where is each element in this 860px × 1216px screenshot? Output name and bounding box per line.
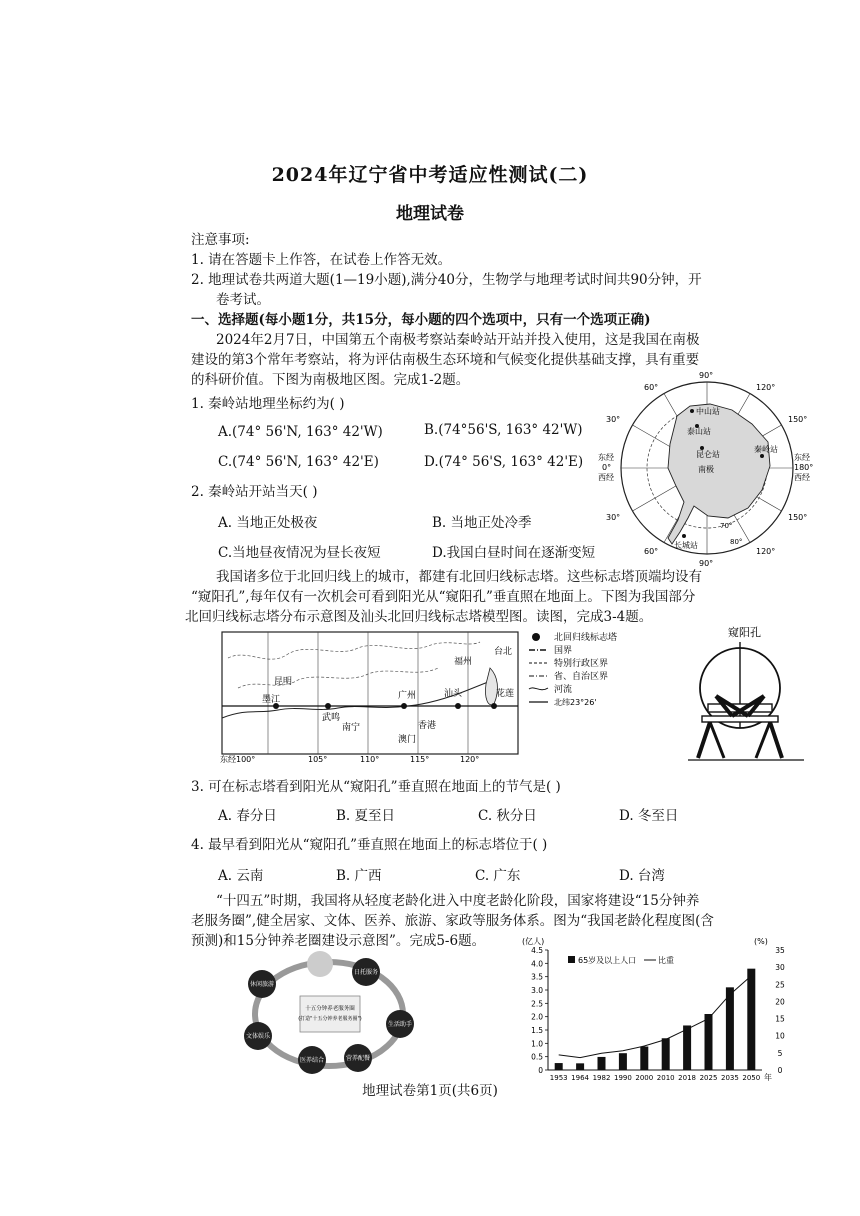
passage-1-line-2: 建设的第3个常年考察站，将为评估南极生态环境和气候变化提供基础支撑，具有重要: [191, 352, 700, 368]
shantou-tower-marker: [455, 703, 461, 709]
kunlun-station-label: 昆仑站: [696, 450, 720, 459]
bar-2025: [705, 1014, 713, 1070]
bar-2010: [662, 1038, 670, 1070]
y-left-tick-label: 0.5: [531, 1052, 543, 1062]
x-tick-label: 1990: [613, 1074, 632, 1082]
question-1-option-c: C.(74° 56'N, 163° 42'E): [218, 454, 379, 470]
notice-item-2: 2. 地理试卷共两道大题(1—19小题),满分40分，生物学与地理考试时间共90分钟，开: [191, 272, 702, 288]
bar-1964: [576, 1063, 584, 1070]
page-footer: 地理试卷第1页(共6页): [362, 1083, 498, 1099]
lon-105-label: 105°: [308, 755, 328, 764]
question-4-option-c: C. 广东: [475, 868, 521, 884]
x-unit: 年: [764, 1073, 772, 1082]
y-left-tick-label: 3.0: [531, 986, 543, 995]
legend-province-label: 省、自治区界: [554, 672, 609, 682]
question-2-option-b: B. 当地正处冷季: [432, 515, 532, 531]
question-2-option-a: A. 当地正处极夜: [218, 515, 318, 531]
y-right-tick-label: 20: [775, 997, 785, 1007]
x-tick-label: 2000: [635, 1074, 654, 1082]
bar-2000: [640, 1047, 648, 1070]
mojiang-label: 墨江: [262, 695, 281, 705]
lon-115-label: 115°: [410, 755, 430, 764]
question-4-option-a: A. 云南: [218, 868, 264, 884]
shantou-tower-model: [688, 622, 820, 764]
x-tick-label: 1964: [571, 1074, 590, 1082]
exam-subtitle: 地理试卷: [396, 204, 464, 224]
notice-heading: 注意事项:: [191, 232, 250, 248]
y-right-tick-label: 25: [775, 980, 785, 990]
y-right-tick-label: 35: [775, 946, 785, 955]
left-west-label: 西经: [598, 473, 614, 482]
legend-tower-icon: [532, 633, 540, 641]
passage-3-line-3: 预测)和15分钟养老圈建设示意图”。完成5-6题。: [191, 933, 486, 949]
question-2-option-c: C.当地昼夜情况为昼长夜短: [218, 545, 381, 561]
question-3-stem: 3. 可在标志塔看到阳光从“窥阳孔”垂直照在地面上的节气是( ): [191, 779, 561, 795]
lon-90-bottom: 90°: [699, 559, 714, 568]
bar-2050: [747, 969, 755, 1070]
kunming-label: 昆明: [274, 677, 293, 687]
y-left-tick-label: 3.5: [531, 972, 543, 982]
lon-60-bottom: 60°: [644, 547, 659, 556]
left-0-label: 0°: [602, 463, 612, 472]
passage-1-line-3: 的科研价值。下图为南极地区图。完成1-2题。: [191, 372, 470, 388]
legend-border-label: 国界: [554, 646, 573, 656]
y-right-tick-label: 10: [775, 1031, 785, 1041]
exam-title: 2024年辽宁省中考适应性测试(二): [271, 164, 589, 186]
question-1-option-d: D.(74° 56'S, 163° 42'E): [424, 454, 584, 470]
wuming-tower-marker: [325, 703, 331, 709]
life-helper-label: 生活助手: [387, 1021, 413, 1028]
right-east-label: 东经: [794, 453, 810, 462]
meal-service-label: 营养配餐: [345, 1055, 371, 1062]
question-4-option-b: B. 广西: [336, 868, 382, 884]
lon-120-top: 120°: [756, 383, 776, 392]
question-3-option-b: B. 夏至日: [336, 808, 396, 824]
section-1-heading: 一、选择题(每小题1分，共15分，每小题的四个选项中，只有一个选项正确): [191, 312, 651, 328]
taishan-station-label: 泰山站: [687, 427, 711, 436]
y-right-tick-label: 5: [777, 1048, 783, 1058]
hualian-tower-marker: [491, 703, 497, 709]
ratio-line: [559, 976, 752, 1058]
lon-60-top: 60°: [644, 383, 659, 392]
y-right-tick-label: 30: [775, 963, 785, 973]
zhongshan-station-label: 中山站: [696, 407, 720, 416]
question-2-option-d: D.我国白昼时间在逐渐变短: [432, 545, 596, 561]
bar-2018: [683, 1025, 691, 1070]
daily-care-label: 日托服务: [353, 969, 379, 976]
legend-bar-swatch: [568, 956, 575, 963]
x-tick-label: 2035: [720, 1074, 739, 1082]
tropic-tower-map: [218, 628, 524, 764]
changcheng-station-label: 长城站: [674, 541, 698, 550]
question-3-option-a: A. 春分日: [218, 808, 277, 824]
right-180-label: 180°: [794, 463, 814, 472]
wuming-label: 武鸣: [322, 713, 341, 723]
question-1-option-a: A.(74° 56'N, 163° 42'W): [218, 424, 383, 440]
bar-2035: [726, 987, 734, 1070]
x-tick-label: 2018: [678, 1074, 697, 1082]
service-center-line-1: 十五分钟养老服务圈: [305, 1006, 355, 1012]
service-center-line-2: (打造"十五分钟养老服务圈"): [298, 1016, 362, 1022]
lon-150-bottom: 150°: [788, 513, 808, 522]
culture-sports-label: 文体娱乐: [245, 1033, 271, 1040]
question-1-stem: 1. 秦岭站地理坐标约为( ): [191, 396, 345, 412]
y-right-tick-label: 15: [775, 1014, 785, 1024]
bar-1982: [598, 1057, 606, 1070]
legend-river-label: 河流: [554, 685, 573, 695]
passage-3-line-2: 老服务圈”,健全居家、文体、医养、旅游、家政等服务体系。图为“我国老龄化程度图(含: [191, 913, 714, 929]
legend-tower-label: 北回归线标志塔: [554, 633, 618, 643]
macao-label: 澳门: [398, 735, 417, 745]
y-left-tick-label: 4.5: [531, 946, 543, 955]
y-left-tick-label: 2.5: [531, 999, 543, 1009]
taibei-label: 台北: [494, 647, 513, 657]
x-tick-label: 2025: [699, 1074, 718, 1082]
zhongshan-station-marker: [690, 409, 694, 413]
hualian-label: 花莲: [496, 689, 515, 699]
bar-1953: [555, 1063, 563, 1070]
notice-item-1: 1. 请在答题卡上作答，在试卷上作答无效。: [191, 252, 452, 268]
aging-chart: [508, 932, 798, 1082]
service-circle-diagram: [236, 950, 422, 1076]
map-legend: [526, 630, 660, 710]
notice-item-2-cont: 卷考试。: [216, 292, 270, 308]
lon-100-label: 东经100°: [220, 755, 256, 764]
y-left-tick-label: 1.0: [531, 1039, 543, 1049]
lat-70-label: 70°: [720, 522, 733, 530]
qinling-station-label: 秦岭站: [754, 445, 778, 454]
antarctic-map: [592, 368, 814, 568]
lon-90-top: 90°: [699, 371, 714, 380]
question-1-option-b: B.(74°56'S, 163° 42'W): [424, 422, 583, 438]
question-4-option-d: D. 台湾: [619, 868, 665, 884]
passage-2-line-1: 我国诸多位于北回归线上的城市，都建有北回归线标志塔。这些标志塔顶端均设有: [216, 569, 702, 585]
guangzhou-tower-marker: [401, 703, 407, 709]
changcheng-station-marker: [682, 534, 686, 538]
leisure-travel-label: 休闲旅游: [249, 981, 275, 988]
y-left-tick-label: 1.5: [531, 1026, 543, 1035]
question-2-stem: 2. 秦岭站开站当天( ): [191, 484, 318, 500]
y-right-unit: (%): [754, 937, 768, 946]
passage-3-line-1: “十四五”时期，我国将从轻度老龄化进入中度老龄化阶段，国家将建设“15分钟养: [216, 893, 700, 909]
legend-river-line: [529, 688, 548, 690]
y-left-tick-label: 2.0: [531, 1012, 543, 1022]
question-4-stem: 4. 最早看到阳光从“窥阳孔”垂直照在地面上的标志塔位于( ): [191, 837, 548, 853]
y-right-tick-label: 0: [777, 1066, 783, 1075]
service-center-panel: [300, 996, 360, 1032]
x-tick-label: 1982: [592, 1074, 611, 1082]
lat-80-label: 80°: [730, 538, 743, 546]
passage-2-line-3: 北回归线标志塔分布示意图及汕头北回归线标志塔模型图。读图，完成3-4题。: [185, 609, 653, 625]
y-left-unit: (亿人): [522, 937, 545, 946]
peep-hole-label: 窥阳孔: [728, 626, 761, 639]
left-east-label: 东经: [598, 453, 614, 462]
y-left-tick-label: 4.0: [531, 959, 543, 969]
qinling-station-marker: [760, 454, 764, 458]
lon-30-top: 30°: [606, 415, 621, 424]
x-tick-label: 1953: [549, 1074, 568, 1082]
question-3-option-c: C. 秋分日: [478, 808, 537, 824]
hongkong-label: 香港: [418, 721, 437, 731]
question-3-option-d: D. 冬至日: [619, 808, 679, 824]
lon-110-label: 110°: [360, 755, 380, 764]
top-service-icon: [307, 951, 333, 977]
guangzhou-label: 广州: [398, 691, 417, 701]
right-west-label: 西经: [794, 473, 810, 482]
lon-150-top: 150°: [788, 415, 808, 424]
medical-care-label: 医养结合: [299, 1057, 325, 1064]
lon-30-bottom: 30°: [606, 513, 621, 522]
lon-120-bottom: 120°: [756, 547, 776, 556]
shantou-label: 汕头: [444, 689, 463, 699]
fuzhou-label: 福州: [454, 657, 473, 667]
y-left-tick-label: 0: [538, 1066, 543, 1075]
legend-series-population: 65岁及以上人口: [578, 956, 637, 965]
bar-1990: [619, 1053, 627, 1070]
legend-series-ratio: 比重: [658, 956, 674, 965]
lon-120-label: 120°: [460, 755, 480, 764]
legend-sar-label: 特别行政区界: [554, 659, 609, 669]
passage-1-line-1: 2024年2月7日，中国第五个南极考察站秦岭站开站并投入使用，这是我国在南极: [216, 332, 700, 348]
nanning-label: 南宁: [342, 723, 361, 733]
x-tick-label: 2050: [742, 1074, 761, 1082]
legend-tropic-label: 北纬23°26': [554, 698, 597, 707]
x-tick-label: 2010: [656, 1074, 675, 1082]
south-pole-label: 南极: [698, 465, 714, 474]
passage-2-line-2: “窥阳孔”,每年仅有一次机会可看到阳光从“窥阳孔”垂直照在地面上。下图为我国部分: [191, 589, 696, 605]
